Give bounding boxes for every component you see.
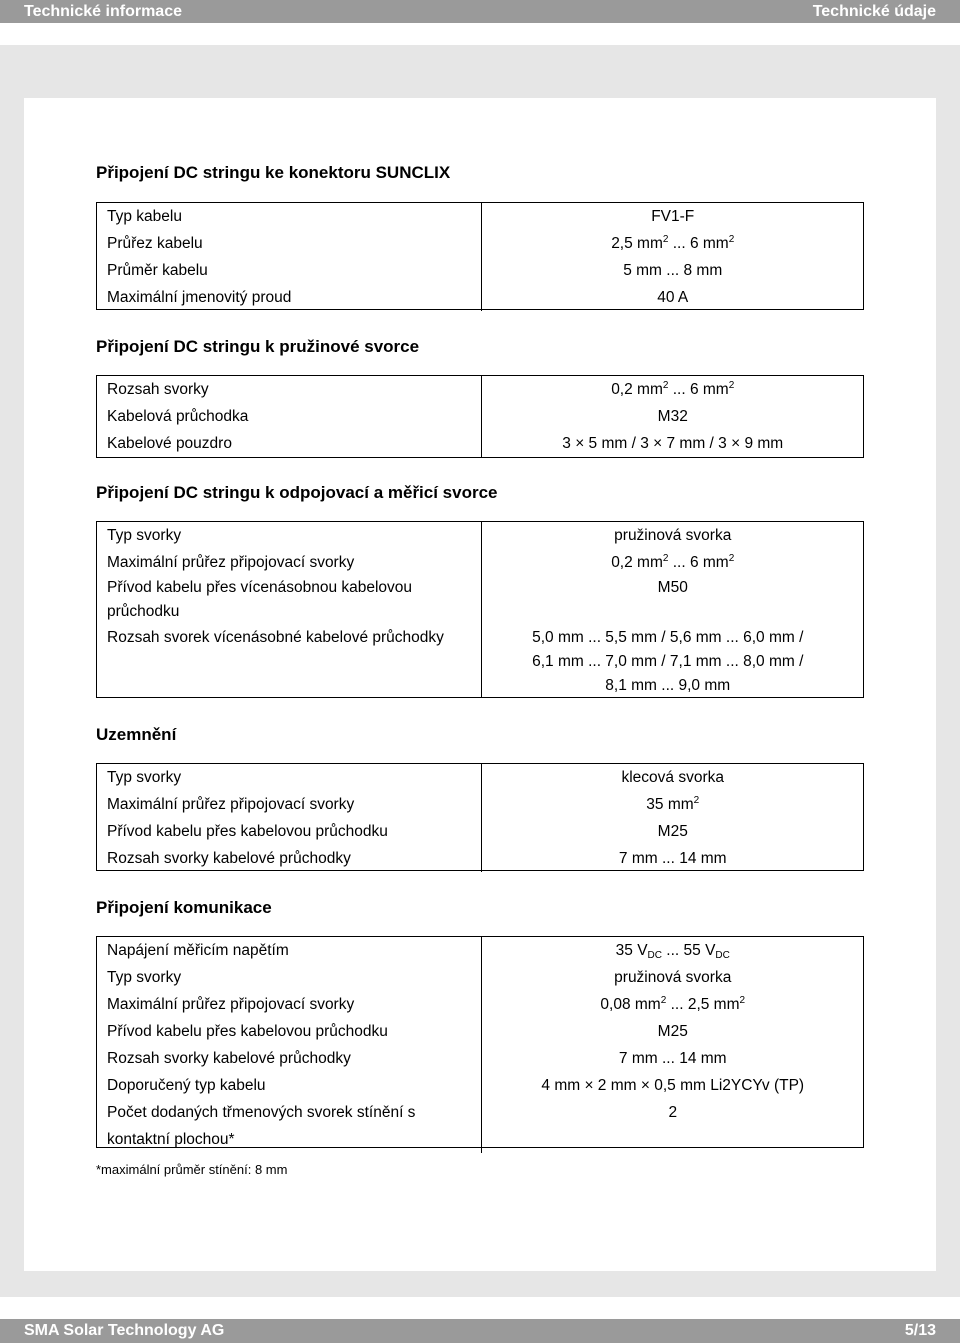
- table-row: [96, 284, 864, 311]
- row-label: Průměr kabelu: [107, 262, 208, 279]
- row-value: FV1-F: [481, 203, 864, 230]
- table-row: [96, 764, 864, 791]
- spec-table: [96, 937, 864, 1153]
- table-row: [96, 1099, 864, 1153]
- row-value: M25: [481, 818, 864, 845]
- table-row: [96, 937, 864, 964]
- table-row: [96, 403, 864, 430]
- spec-table: [96, 203, 864, 311]
- row-value: 0,2 $mm^2$ ... 6 $mm^2$: [481, 549, 864, 576]
- table-row: [96, 845, 864, 872]
- table-row: [96, 991, 864, 1018]
- row-label: Rozsah svorky kabelové průchodky: [107, 1050, 351, 1067]
- row-value: 35 $V_{DC}$ ... 55 $V_{DC}$: [481, 937, 864, 964]
- table-row: [96, 1072, 864, 1099]
- row-value: 4 mm × 2 mm × 0,5 mm Li2YCYv (TP): [481, 1072, 864, 1099]
- header-left: Technické informace: [24, 2, 182, 20]
- row-value: M50: [481, 576, 864, 624]
- row-value: 2,5 $mm^2$ ... 6 $mm^2$: [481, 230, 864, 257]
- row-label: Typ svorky: [107, 527, 182, 544]
- section-title: Připojení DC stringu ke konektoru SUNCLIX: [96, 163, 451, 182]
- row-label: Kabelová průchodka: [107, 408, 249, 425]
- section-title: Uzemnění: [96, 725, 177, 744]
- row-label: Počet dodaných třmenových svorek stínění s kontaktní plochou*: [107, 1104, 416, 1148]
- section-title: Připojení DC stringu k pružinové svorce: [96, 337, 420, 356]
- row-label: Typ kabelu: [107, 208, 182, 225]
- table-row: [96, 549, 864, 576]
- row-value: 0,08 $mm^2$ ... 2,5 $mm^2$: [481, 991, 864, 1018]
- section-title: Připojení DC stringu k odpojovací a měřicí svorce: [96, 483, 498, 502]
- row-label: Průřez kabelu: [107, 235, 203, 252]
- table-row: [96, 230, 864, 257]
- table-row: [96, 964, 864, 991]
- row-value: 7 mm ... 14 mm: [481, 845, 864, 872]
- footer-left: SMA Solar Technology AG: [24, 1322, 225, 1339]
- row-value: 7 mm ... 14 mm: [481, 1045, 864, 1072]
- row-value: M32: [481, 403, 864, 430]
- table-row: [96, 257, 864, 284]
- table-row: [96, 818, 864, 845]
- row-value: 0,2 $mm^2$ ... 6 $mm^2$: [481, 376, 864, 403]
- spec-table: [96, 376, 864, 457]
- row-value: 40 A: [481, 284, 864, 311]
- row-label: Přívod kabelu přes kabelovou průchodku: [107, 823, 388, 840]
- row-label: Rozsah svorky kabelové průchodky: [107, 850, 351, 867]
- footer-bar: [0, 1319, 960, 1343]
- row-value: pružinová svorka: [481, 964, 864, 991]
- row-label: Maximální průřez připojovací svorky: [107, 554, 355, 571]
- row-label: Rozsah svorek vícenásobné kabelové průchodky: [107, 629, 444, 646]
- table-row: [96, 791, 864, 818]
- row-label: Rozsah svorky: [107, 381, 209, 398]
- row-value: 5,0 mm ... 5,5 mm / 5,6 mm ... 6,0 mm / 6,1 mm ... 7,0 mm / 7,1 mm ... 8,0 mm / 8,1 mm ... 9,0 mm: [481, 624, 864, 698]
- row-label: Typ svorky: [107, 969, 182, 986]
- row-value: 35 $mm^2$: [481, 791, 864, 818]
- page-number: 5/13: [904, 1322, 936, 1339]
- section-title: Připojení komunikace: [96, 898, 272, 917]
- row-value: klecová svorka: [481, 764, 864, 791]
- row-label: Maximální průřez připojovací svorky: [107, 796, 355, 813]
- table-row: [96, 430, 864, 457]
- table-row: [96, 624, 864, 698]
- header-right: Technické údaje: [812, 2, 936, 20]
- row-label: Napájení měřicím napětím: [107, 942, 289, 959]
- row-label: Přívod kabelu přes vícenásobnou kabelovou průchodku: [107, 579, 413, 620]
- table-row: [96, 203, 864, 230]
- table-row: [96, 1045, 864, 1072]
- table-row: [96, 376, 864, 403]
- spec-table: [96, 764, 864, 872]
- row-label: Kabelové pouzdro: [107, 435, 232, 452]
- row-value: 5 mm ... 8 mm: [481, 257, 864, 284]
- table-row: [96, 522, 864, 549]
- spec-table: [96, 522, 864, 698]
- row-value: M25: [481, 1018, 864, 1045]
- row-label: Přívod kabelu přes kabelovou průchodku: [107, 1023, 388, 1040]
- row-value: 2: [481, 1099, 864, 1153]
- row-label: Maximální jmenovitý proud: [107, 289, 292, 306]
- row-label: Typ svorky: [107, 769, 182, 786]
- header-bar: [0, 0, 960, 23]
- row-label: Maximální průřez připojovací svorky: [107, 996, 355, 1013]
- row-label: Doporučený typ kabelu: [107, 1077, 266, 1094]
- table-row: [96, 1018, 864, 1045]
- table-row: [96, 576, 864, 624]
- row-value: pružinová svorka: [481, 522, 864, 549]
- row-value: 3 × 5 mm / 3 × 7 mm / 3 × 9 mm: [481, 430, 864, 457]
- footnote: *maximální průměr stínění: 8 mm: [96, 1162, 288, 1177]
